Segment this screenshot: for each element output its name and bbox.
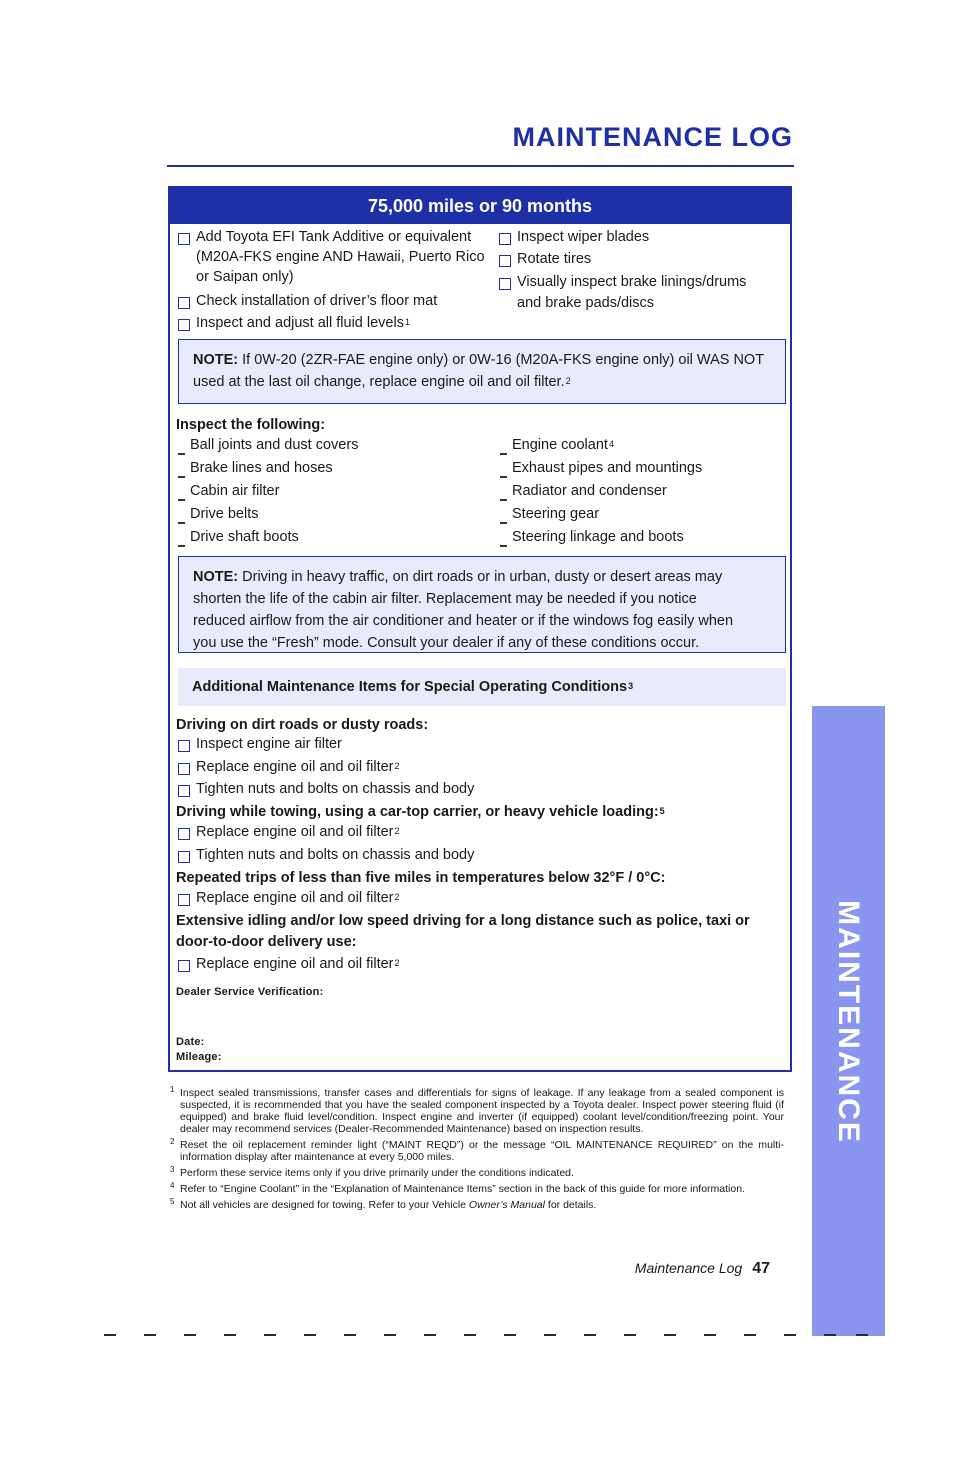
- dash-bullet: [178, 476, 185, 478]
- dash-bullet: [178, 522, 185, 524]
- check-item: [196, 313, 410, 333]
- condition-item: Tighten nuts and bolts on chassis and body: [196, 847, 475, 863]
- condition-item-label: Replace engine oil and oil filter: [196, 759, 394, 775]
- dash-segment: [824, 1334, 836, 1336]
- checkbox[interactable]: [178, 319, 190, 331]
- dash-segment: [184, 1334, 196, 1336]
- date-label: Date:: [176, 1036, 205, 1048]
- checkbox[interactable]: [178, 785, 190, 797]
- checkbox[interactable]: [178, 960, 190, 972]
- side-tab-label: MAINTENANCE: [832, 900, 865, 1144]
- checkbox[interactable]: [499, 278, 511, 290]
- note-text: used at the last oil change, replace engine oil and oil filter.: [193, 374, 565, 390]
- dash-bullet: [178, 499, 185, 501]
- dash-segment: [464, 1334, 476, 1336]
- dash-segment: [224, 1334, 236, 1336]
- oil-note: [178, 339, 786, 404]
- cabin-filter-note: [178, 556, 786, 653]
- dash-segment: [704, 1334, 716, 1336]
- inspect-heading: Inspect the following:: [176, 417, 326, 433]
- dash-segment: [544, 1334, 556, 1336]
- dash-segment: [624, 1334, 636, 1336]
- inspect-item: Ball joints and dust covers: [190, 437, 359, 453]
- dash-segment: [664, 1334, 676, 1336]
- footnote-ref: 3: [628, 681, 634, 691]
- footnote-ref: 5: [659, 806, 665, 816]
- condition-item-label: Replace engine oil and oil filter: [196, 890, 394, 906]
- condition-item: Inspect engine air filter: [196, 736, 342, 752]
- dash-segment: [104, 1334, 116, 1336]
- inspect-item: Steering gear: [512, 506, 600, 522]
- footnote: [170, 1087, 784, 1135]
- checkbox[interactable]: [499, 255, 511, 267]
- condition-item: [196, 888, 400, 908]
- dash-bullet: [500, 476, 507, 478]
- footnote-number: 3: [170, 1165, 175, 1174]
- inspect-item: [512, 435, 614, 455]
- footnote-number: 2: [170, 1137, 175, 1146]
- dash-bullet: [500, 545, 507, 547]
- condition-heading: [176, 802, 665, 822]
- dash-bullet: [500, 453, 507, 455]
- footnote-ref: 2: [394, 958, 400, 968]
- check-item-label: Rotate tires: [517, 251, 592, 267]
- dash-bullet: [500, 522, 507, 524]
- check-item-label: Inspect and adjust all fluid levels: [196, 315, 404, 331]
- check-item-label: or Saipan only): [196, 269, 294, 285]
- footnote-ref: 2: [394, 826, 400, 836]
- title-rule: [167, 165, 794, 167]
- dash-segment: [584, 1334, 596, 1336]
- note-text: Driving in heavy traffic, on dirt roads or in urban, dusty or desert areas may: [238, 569, 723, 585]
- inspect-item: Drive belts: [190, 506, 259, 522]
- condition-heading: door-to-door delivery use:: [176, 934, 357, 950]
- condition-item: [196, 954, 400, 974]
- dash-segment: [304, 1334, 316, 1336]
- condition-heading: Repeated trips of less than five miles in temperatures below 32°F / 0°C:: [176, 870, 666, 886]
- footnotes: [170, 1087, 784, 1215]
- dash-segment: [264, 1334, 276, 1336]
- checkbox[interactable]: [178, 740, 190, 752]
- footnote-number: 1: [170, 1085, 175, 1094]
- inspect-item: Brake lines and hoses: [190, 460, 333, 476]
- note-text: reduced airflow from the air conditioner and heater or if the windows fog easily when: [193, 613, 734, 629]
- footnote-text: Reset the oil replacement reminder light (“MAINT REQD”) or the message “OIL MAINTENANCE REQUIRED” on the multi-information display after maintenance at every 5,000 miles.: [180, 1139, 784, 1163]
- checkbox[interactable]: [178, 828, 190, 840]
- owners-manual-title: Owner’s Manual: [468, 1199, 545, 1211]
- condition-item-label: Replace engine oil and oil filter: [196, 956, 394, 972]
- inspect-item: Cabin air filter: [190, 483, 280, 499]
- additional-heading-text: Additional Maintenance Items for Special Operating Conditions: [192, 679, 628, 695]
- interval-header: 75,000 miles or 90 months: [170, 188, 790, 224]
- dash-bullet: [500, 499, 507, 501]
- note-text: you use the “Fresh” mode. Consult your dealer if any of these conditions occur.: [193, 635, 700, 651]
- check-item-label: Visually inspect brake linings/drums: [517, 274, 747, 290]
- maintenance-log-card: [168, 186, 792, 1072]
- footnote-text: Not all vehicles are designed for towing. Refer to your Vehicle: [180, 1199, 469, 1211]
- footnote-text: Perform these service items only if you drive primarily under the conditions indicated.: [180, 1167, 574, 1179]
- dash-segment: [144, 1334, 156, 1336]
- check-item-label: and brake pads/discs: [517, 295, 655, 311]
- dash-segment: [344, 1334, 356, 1336]
- footnote: [170, 1183, 784, 1195]
- note-label: NOTE:: [193, 569, 239, 585]
- inspect-item: Radiator and condenser: [512, 483, 667, 499]
- footnote: [170, 1199, 784, 1211]
- footnote-text: Inspect sealed transmissions, transfer cases and differentials for signs of leakage. If any leakage from a sealed component is suspected, it is recommended that you have the sealed component inspected by a Toyota dealer. Inspect power steering fluid (if equipped) and brake fluid level/condition. Inspect engine and inverter (if equipped) coolant level/condition/freezing point. Your dealer may recommend services (Dealer-Recommended Maintenance) based on inspection results.: [180, 1087, 784, 1135]
- checkbox[interactable]: [178, 894, 190, 906]
- footnote: [170, 1167, 784, 1179]
- checkbox[interactable]: [499, 233, 511, 245]
- dash-bullet: [178, 545, 185, 547]
- condition-item: Tighten nuts and bolts on chassis and body: [196, 781, 475, 797]
- footnote-ref: 4: [608, 439, 614, 449]
- footnote-text: Refer to “Engine Coolant” in the “Explanation of Maintenance Items” section in the back of this guide for more information.: [180, 1183, 745, 1195]
- checkbox[interactable]: [178, 851, 190, 863]
- additional-items-heading: [178, 668, 786, 706]
- dash-segment: [424, 1334, 436, 1336]
- dash-segment: [384, 1334, 396, 1336]
- page-number: 47: [752, 1260, 770, 1277]
- dash-segment: [744, 1334, 756, 1336]
- condition-heading: Driving on dirt roads or dusty roads:: [176, 717, 429, 733]
- inspect-item-label: Engine coolant: [512, 437, 608, 453]
- condition-heading-text: Driving while towing, using a car-top carrier, or heavy vehicle loading:: [176, 804, 659, 820]
- footnote-ref: 1: [404, 317, 410, 327]
- footnote: [170, 1139, 784, 1163]
- note-text: shorten the life of the cabin air filter. Replacement may be needed if you notice: [193, 591, 697, 607]
- dash-segment: [504, 1334, 516, 1336]
- check-item-label: Inspect wiper blades: [517, 229, 650, 245]
- dash-bullet: [178, 453, 185, 455]
- dash-segment: [856, 1334, 868, 1336]
- footer-section-label: Maintenance Log: [634, 1260, 743, 1276]
- footnote-ref: 2: [565, 376, 571, 386]
- page-footer: [635, 1260, 770, 1278]
- footnote-ref: 2: [394, 761, 400, 771]
- condition-item: [196, 822, 400, 842]
- checkbox[interactable]: [178, 297, 190, 309]
- note-text: If 0W-20 (2ZR-FAE engine only) or 0W-16 (M20A-FKS engine only) oil WAS NOT: [238, 352, 765, 368]
- checkbox[interactable]: [178, 233, 190, 245]
- note-label: NOTE:: [193, 352, 239, 368]
- footnote-ref: 2: [394, 892, 400, 902]
- checkbox[interactable]: [178, 763, 190, 775]
- condition-item: [196, 757, 400, 777]
- dash-segment: [784, 1334, 796, 1336]
- condition-item-label: Replace engine oil and oil filter: [196, 824, 394, 840]
- check-item-label: Add Toyota EFI Tank Additive or equivalent: [196, 229, 472, 245]
- page-title: MAINTENANCE LOG: [512, 122, 793, 152]
- check-item-label: (M20A-FKS engine AND Hawaii, Puerto Rico: [196, 249, 485, 265]
- footnote-number: 5: [170, 1197, 175, 1206]
- footnote-text: for details.: [544, 1199, 597, 1211]
- inspect-item: Steering linkage and boots: [512, 529, 684, 545]
- footnote-number: 4: [170, 1181, 175, 1190]
- inspect-item: Drive shaft boots: [190, 529, 299, 545]
- dealer-verification-label: Dealer Service Verification:: [176, 986, 324, 998]
- mileage-label: Mileage:: [176, 1051, 222, 1063]
- inspect-item: Exhaust pipes and mountings: [512, 460, 703, 476]
- condition-heading: Extensive idling and/or low speed driving for a long distance such as police, taxi or: [176, 913, 750, 929]
- check-item-label: Check installation of driver’s floor mat: [196, 293, 438, 309]
